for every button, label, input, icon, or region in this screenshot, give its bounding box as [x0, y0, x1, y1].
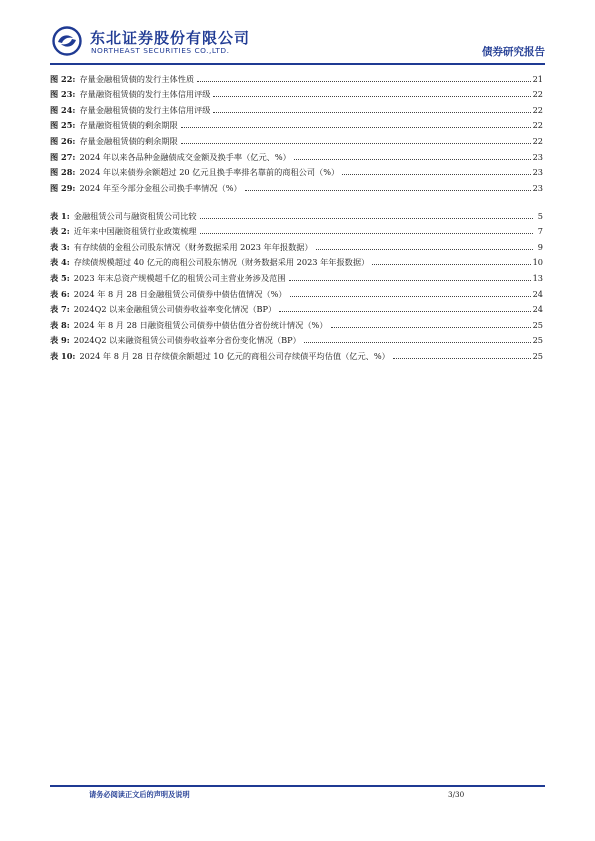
- figure-label: 图 29:: [50, 182, 76, 193]
- table-label: 表 4:: [50, 257, 70, 268]
- table-title: 2024 年 8 月 28 日存续债余额超过 10 亿元的商租公司存续债平均估值（亿元、%）: [79, 350, 390, 361]
- header-divider: [50, 63, 545, 65]
- footer-divider: [50, 785, 545, 787]
- figure-entry[interactable]: [50, 162, 543, 178]
- dot-leader: [289, 279, 531, 281]
- figure-entry[interactable]: [50, 177, 543, 193]
- page-header: [50, 24, 545, 62]
- table-label: 表 9:: [50, 335, 70, 346]
- dot-leader: [213, 95, 530, 97]
- figure-title: 2024 年以来各品种金融债成交金额及换手率（亿元、%）: [79, 151, 291, 162]
- table-entry[interactable]: [50, 283, 543, 299]
- table-entry[interactable]: [50, 236, 543, 252]
- figure-label: 图 24:: [50, 104, 76, 115]
- figure-title: 存量融资租赁债的发行主体信用评级: [79, 89, 211, 100]
- dot-leader: [342, 173, 530, 175]
- table-title: 2023 年末总资产规模超千亿的租赁公司主营业务涉及范围: [73, 272, 286, 283]
- figure-page-number: 23: [532, 182, 543, 193]
- table-entry[interactable]: [50, 205, 543, 221]
- figure-entry[interactable]: [50, 68, 543, 84]
- dot-leader: [294, 158, 531, 160]
- figure-page-number: 22: [532, 104, 543, 115]
- table-title: 2024 年 8 月 28 日融资租赁公司债券中债估值分省份统计情况（%）: [73, 319, 328, 330]
- figure-label: 图 28:: [50, 167, 76, 178]
- figure-label: 图 27:: [50, 151, 76, 162]
- figures-list: [50, 68, 543, 193]
- footer-disclaimer: 请务必阅读正文后的声明及说明: [89, 790, 190, 799]
- table-title: 2024Q2 以来金融租赁公司债券收益率变化情况（BP）: [73, 304, 277, 315]
- table-title: 近年来中国融资租赁行业政策梳理: [73, 226, 197, 237]
- dot-leader: [181, 126, 531, 128]
- company-name-cn: 东北证券股份有限公司: [90, 29, 251, 47]
- tables-list: [50, 205, 543, 361]
- table-page-number: 9: [537, 241, 543, 252]
- figure-page-number: 22: [532, 135, 543, 146]
- table-entry[interactable]: [50, 314, 543, 330]
- table-label: 表 10:: [50, 350, 76, 361]
- table-title: 金融租赁公司与融资租赁公司比较: [73, 210, 197, 221]
- figure-title: 存量金融租赁债的发行主体信用评级: [79, 104, 211, 115]
- table-page-number: 7: [537, 226, 543, 237]
- figure-title: 存量金融租赁债的剩余期限: [79, 135, 178, 146]
- table-label: 表 5:: [50, 272, 70, 283]
- dot-leader: [213, 111, 530, 113]
- table-page-number: 5: [537, 210, 543, 221]
- figure-label: 图 23:: [50, 89, 76, 100]
- table-page-number: 25: [532, 335, 543, 346]
- dot-leader: [304, 341, 531, 343]
- figure-page-number: 22: [532, 120, 543, 131]
- table-label: 表 8:: [50, 319, 70, 330]
- table-page-number: 25: [532, 350, 543, 361]
- table-page-number: 13: [532, 272, 543, 283]
- figure-entry[interactable]: [50, 115, 543, 131]
- figure-entry[interactable]: [50, 146, 543, 162]
- dot-leader: [200, 217, 533, 219]
- dot-leader: [181, 142, 531, 144]
- dot-leader: [197, 80, 530, 82]
- figure-page-number: 22: [532, 89, 543, 100]
- table-entry[interactable]: [50, 267, 543, 283]
- figure-title: 2024 年至今部分金租公司换手率情况（%）: [79, 182, 242, 193]
- dot-leader: [245, 189, 531, 191]
- figure-label: 图 26:: [50, 135, 76, 146]
- figure-label: 图 25:: [50, 120, 76, 131]
- figure-title: 存量金融租赁债的发行主体性质: [79, 73, 195, 84]
- figure-entry[interactable]: [50, 99, 543, 115]
- report-type: 债券研究报告: [482, 46, 545, 58]
- figure-entry[interactable]: [50, 84, 543, 100]
- figure-page-number: 21: [532, 73, 543, 84]
- table-page-number: 24: [532, 288, 543, 299]
- dot-leader: [279, 310, 530, 312]
- table-label: 表 3:: [50, 241, 70, 252]
- table-page-number: 25: [532, 319, 543, 330]
- table-entry[interactable]: [50, 299, 543, 315]
- dot-leader: [316, 248, 533, 250]
- table-page-number: 10: [532, 257, 543, 268]
- table-title: 2024 年 8 月 28 日金融租赁公司债券中债估值情况（%）: [73, 288, 287, 299]
- table-entry[interactable]: [50, 345, 543, 361]
- table-label: 表 2:: [50, 226, 70, 237]
- figure-label: 图 22:: [50, 73, 76, 84]
- table-label: 表 1:: [50, 210, 70, 221]
- figure-entry[interactable]: [50, 130, 543, 146]
- table-page-number: 24: [532, 304, 543, 315]
- dot-leader: [290, 295, 531, 297]
- table-title: 存续债规模超过 40 亿元的商租公司股东情况（财务数据采用 2023 年年报数据）: [73, 257, 370, 268]
- dot-leader: [331, 326, 531, 328]
- company-logo-icon: [52, 26, 82, 56]
- table-title: 有存续债的金租公司股东情况（财务数据采用 2023 年年报数据）: [73, 241, 313, 252]
- table-entry[interactable]: [50, 252, 543, 268]
- company-name-en: NORTHEAST SECURITIES CO.,LTD.: [91, 46, 230, 55]
- figure-title: 存量融资租赁债的剩余期限: [79, 120, 178, 131]
- dot-leader: [393, 357, 531, 359]
- dot-leader: [372, 263, 530, 265]
- table-entry[interactable]: [50, 330, 543, 346]
- figure-page-number: 23: [532, 151, 543, 162]
- table-title: 2024Q2 以来融资租赁公司债券收益率分省份变化情况（BP）: [73, 335, 301, 346]
- figure-title: 2024 年以来债券余额超过 20 亿元且换手率排名靠前的商租公司（%）: [79, 167, 340, 178]
- table-label: 表 6:: [50, 288, 70, 299]
- dot-leader: [200, 232, 533, 234]
- page-number: 3/30: [448, 790, 465, 799]
- table-label: 表 7:: [50, 304, 70, 315]
- figure-page-number: 23: [532, 167, 543, 178]
- table-entry[interactable]: [50, 221, 543, 237]
